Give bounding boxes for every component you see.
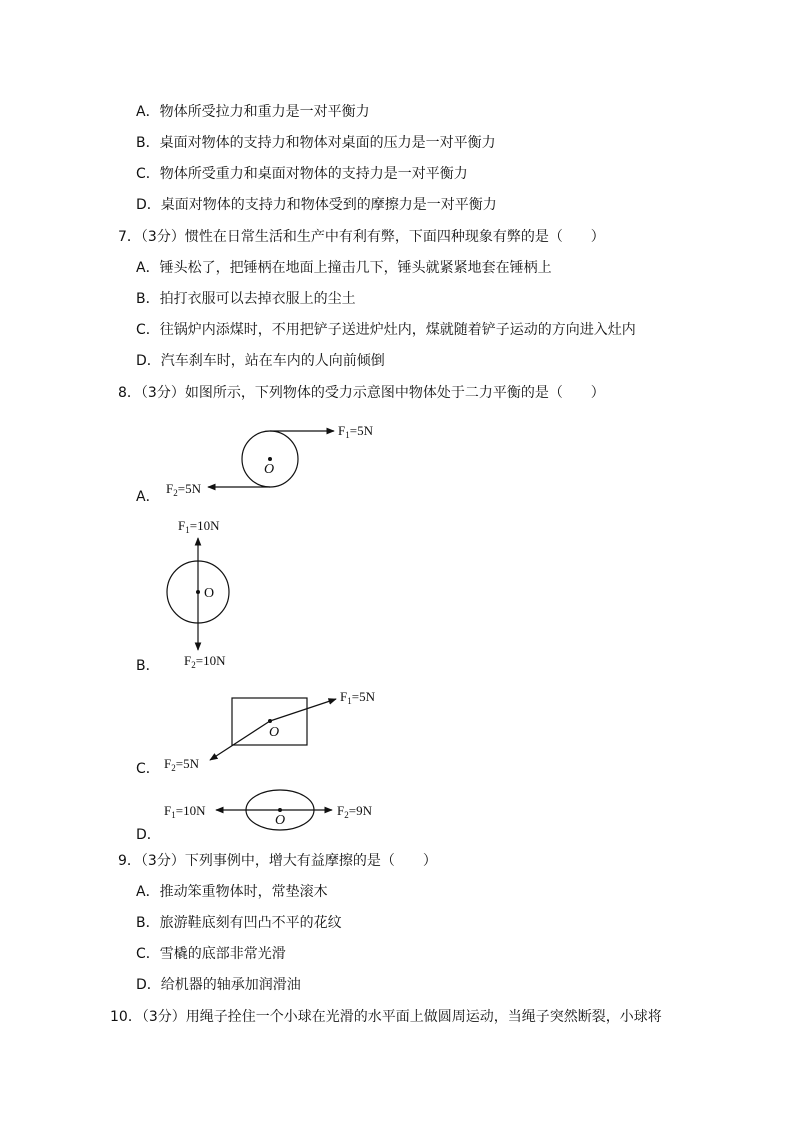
q7-option-c: C．往锅炉内添煤时，不用把铲子送进炉灶内，煤就随着铲子运动的方向进入灶内 bbox=[136, 322, 636, 338]
q8-figure-d-letter: D． bbox=[136, 827, 161, 843]
q7-option-a: A．锤头松了，把锤柄在地面上撞击几下，锤头就紧紧地套在锤柄上 bbox=[136, 260, 552, 276]
q6-option-a: A．物体所受拉力和重力是一对平衡力 bbox=[136, 104, 370, 120]
figure-b-f2-label: $F_2=10N$ bbox=[184, 653, 226, 670]
figure-a-center-point bbox=[268, 457, 272, 461]
q6-option-c: C．物体所受重力和桌面对物体的支持力是一对平衡力 bbox=[136, 166, 468, 182]
q7-stem: 7．（3分）惯性在日常生活和生产中有利有弊，下面四种现象有弊的是（ ） bbox=[118, 229, 605, 245]
figure-c-f2-label: $F_2=5N$ bbox=[164, 756, 199, 773]
q6-option-b: B．桌面对物体的支持力和物体对桌面的压力是一对平衡力 bbox=[136, 135, 496, 151]
q10-stem: 10．（3分）用绳子拴住一个小球在光滑的水平面上做圆周运动，当绳子突然断裂，小球将 bbox=[110, 1009, 662, 1025]
figure-b-center-label: O bbox=[204, 586, 215, 601]
q8-figure-c-letter: C． bbox=[136, 761, 160, 777]
q8-stem: 8．（3分）如图所示，下列物体的受力示意图中物体处于二力平衡的是（ ） bbox=[118, 385, 605, 401]
figure-c-f2-arrow bbox=[210, 721, 270, 760]
q9-stem: 9．（3分）下列事例中，增大有益摩擦的是（ ） bbox=[118, 853, 437, 869]
figure-d-f1-label: $F_1=10N$ bbox=[164, 803, 206, 820]
q9-option-a: A．推动笨重物体时，常垫滚木 bbox=[136, 884, 328, 900]
figure-c-f1-label: $F_1=5N$ bbox=[340, 689, 375, 706]
figure-c-f1-arrow bbox=[270, 699, 336, 721]
q9-option-c: C．雪橇的底部非常光滑 bbox=[136, 946, 286, 962]
q7-option-b: B．拍打衣服可以去掉衣服上的尘土 bbox=[136, 291, 356, 307]
q8-figure-c bbox=[150, 682, 400, 782]
q8-figure-d bbox=[150, 786, 400, 836]
figure-d-f2-label: $F_2=9N$ bbox=[337, 803, 372, 820]
q8-figure-a bbox=[150, 415, 400, 505]
figure-a-center-label: O bbox=[264, 462, 275, 477]
figure-a-f2-label: $F_2=5N$ bbox=[166, 481, 201, 498]
figure-c-center-label: O bbox=[269, 725, 280, 740]
figure-a-f1-label: $F_1=5N$ bbox=[338, 423, 373, 440]
q9-option-d: D．给机器的轴承加润滑油 bbox=[136, 977, 301, 993]
figure-b-f1-label: $F_1=10N$ bbox=[178, 518, 220, 535]
q8-figure-b-letter: B． bbox=[136, 658, 160, 674]
q8-figure-a-letter: A． bbox=[136, 489, 160, 505]
figure-d-center-label: O bbox=[275, 813, 286, 828]
q8-figure-b bbox=[150, 512, 310, 672]
q7-option-d: D．汽车刹车时，站在车内的人向前倾倒 bbox=[136, 353, 385, 369]
q6-option-d: D．桌面对物体的支持力和物体受到的摩擦力是一对平衡力 bbox=[136, 197, 497, 213]
q9-option-b: B．旅游鞋底刻有凹凸不平的花纹 bbox=[136, 915, 342, 931]
